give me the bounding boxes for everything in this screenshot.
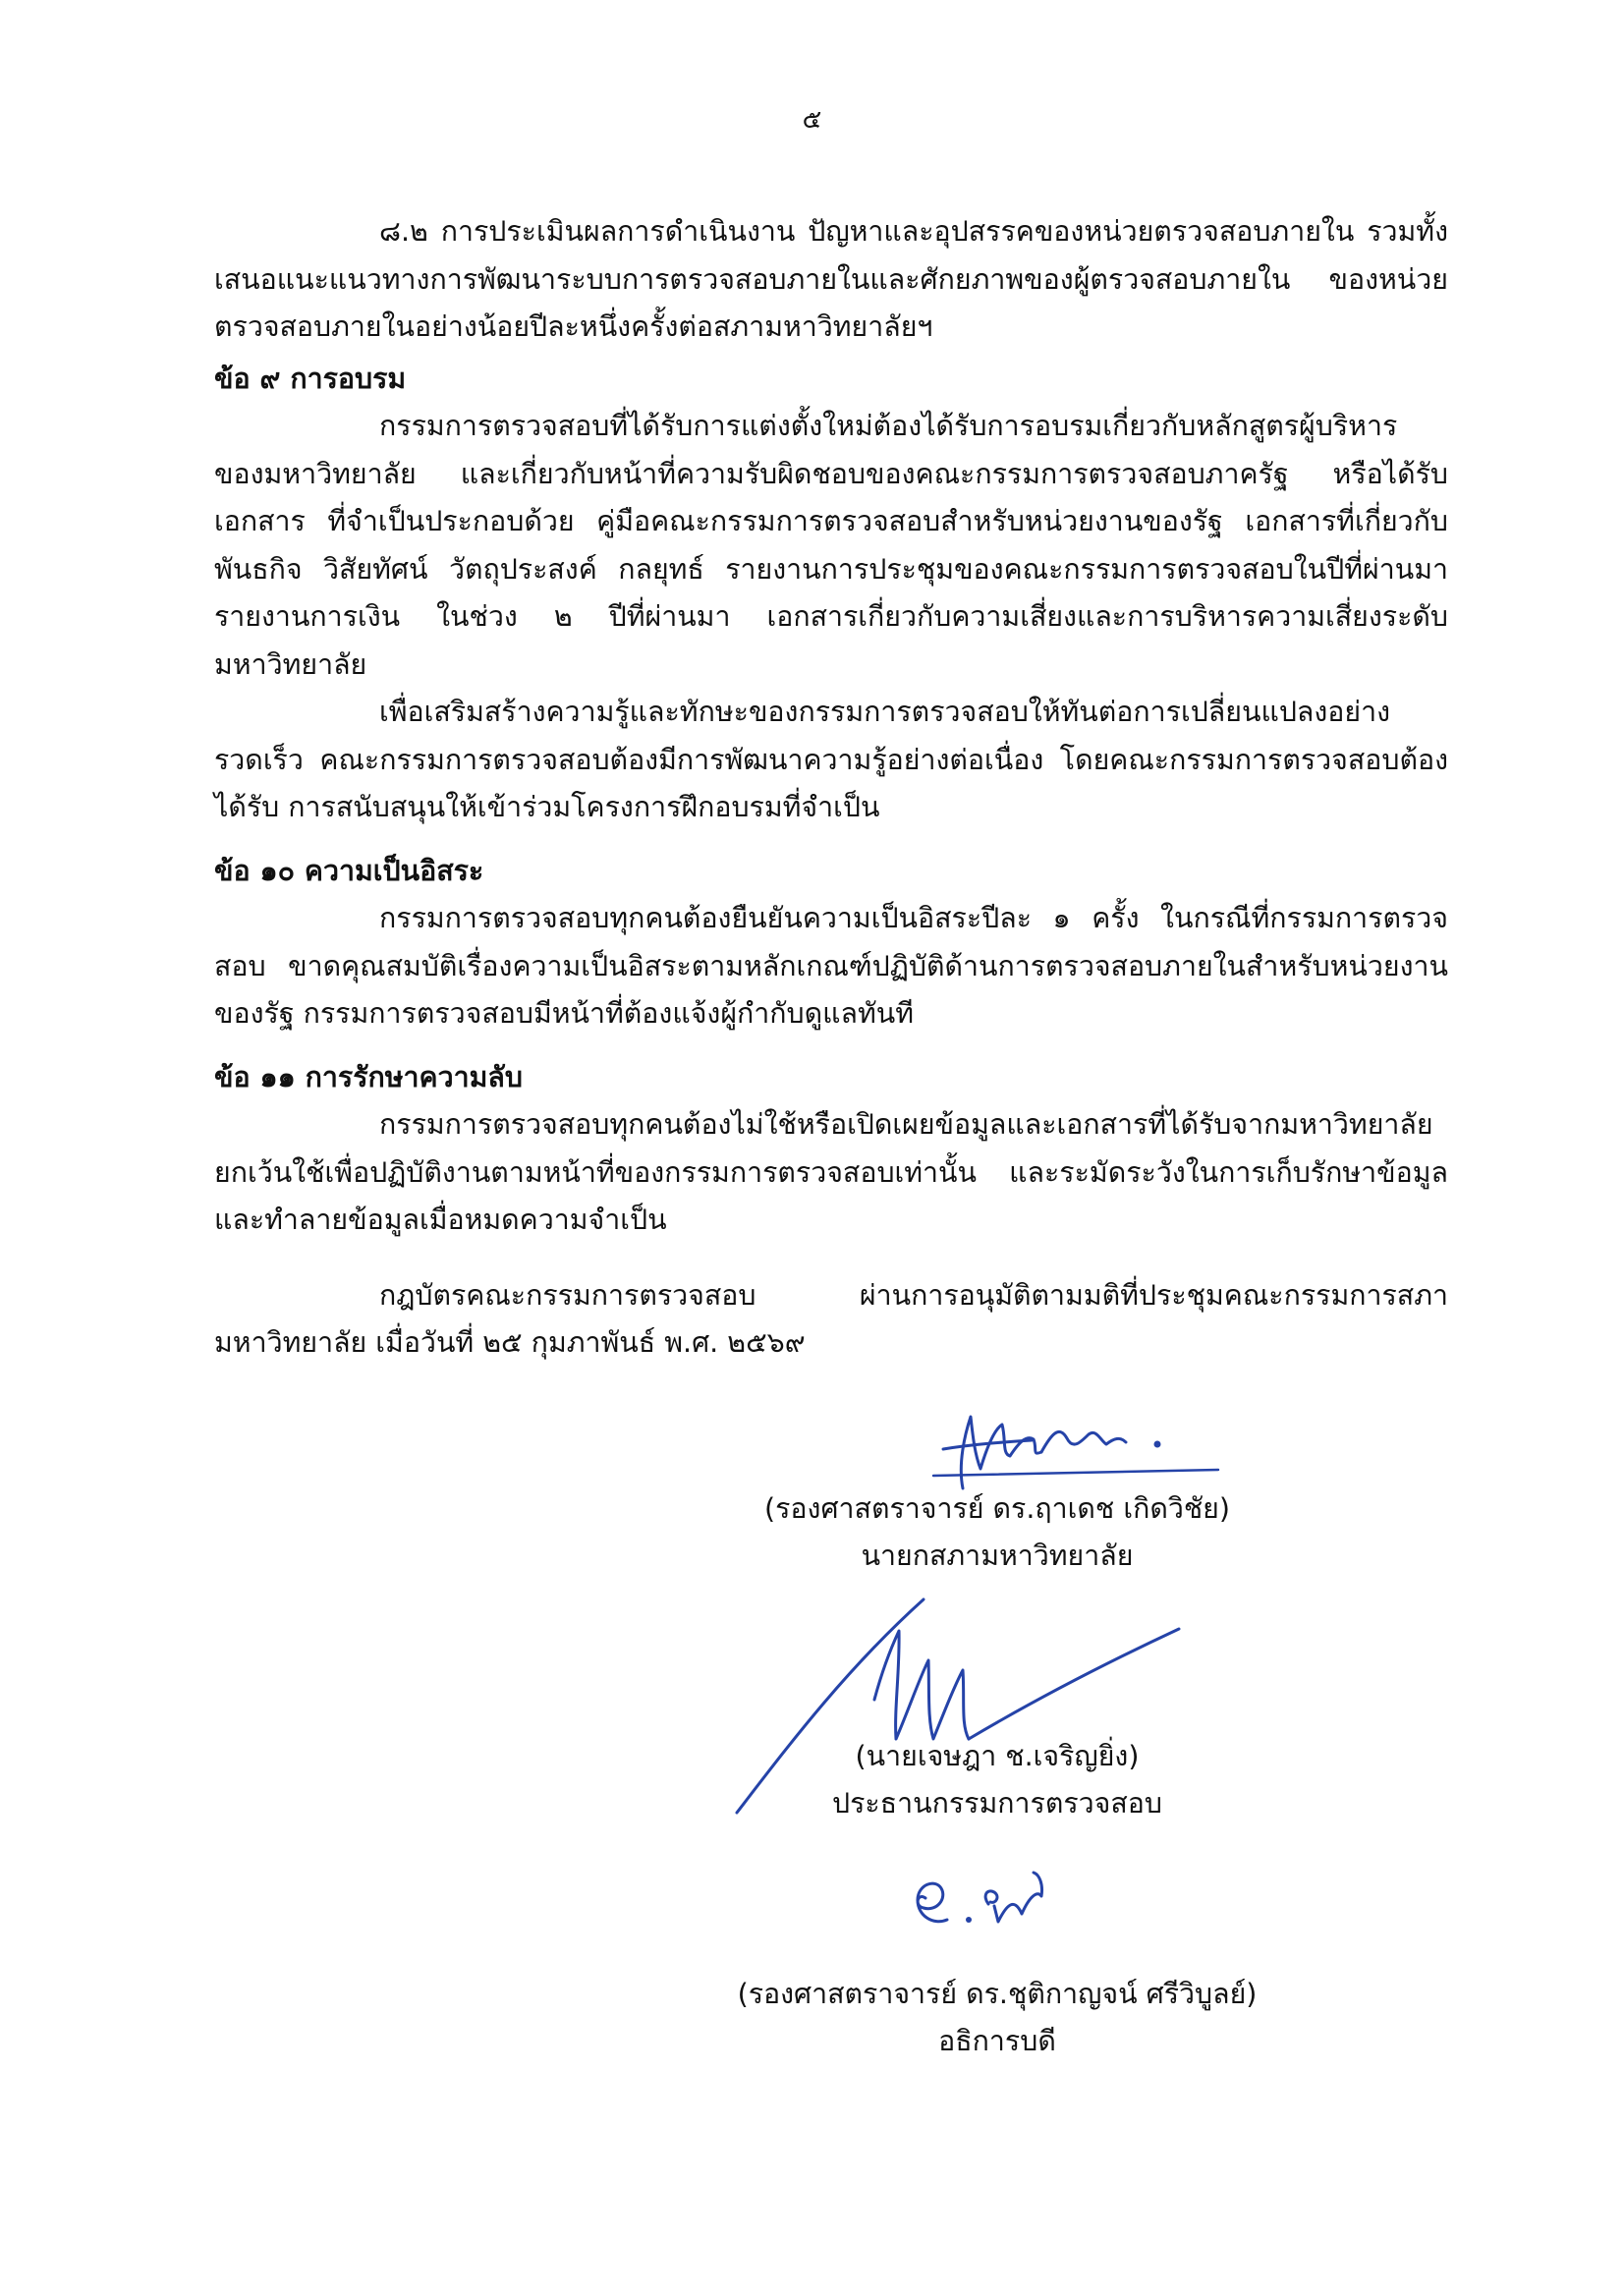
signatory-name: (รองศาสตราจารย์ ดร.ฤาเดช เกิดวิชัย) (764, 1492, 1230, 1525)
signatory-name: (นายเจษฎา ช.เจริญยิ่ง) (855, 1740, 1140, 1772)
approval-statement: กฎบัตรคณะกรรมการตรวจสอบ ผ่านการอนุมัติตามมติที่ประชุมคณะกรรมการสภามหาวิทยาลัย เมื่อวันที่ ๒๕ กุมภาพันธ์ พ.ศ. ๒๕๖๙ (214, 1278, 1448, 1359)
section-heading-11: ข้อ ๑๑ การรักษาความลับ (214, 1060, 523, 1093)
signature-block-president (688, 1971, 1307, 2065)
signatory-position: นายกสภามหาวิทยาลัย (861, 1540, 1134, 1572)
paragraph-11-confidentiality: กรรมการตรวจสอบทุกคนต้องไม่ใช้หรือเปิดเผยข้อมูลและเอกสารที่ได้รับจากมหาวิทยาลัย ยกเว้นใช้เพื่อปฏิบัติงานตามหน้าที่ของกรรมการตรวจสอบเท่านั้น และระมัดระวังในการเก็บรักษาข้อมูล และทำลายข้อมูลเมื่อหมดความจำเป็น (214, 1108, 1448, 1236)
signature-block-chairman (688, 1485, 1307, 1580)
signature-block-audit-chair (688, 1733, 1307, 1827)
signatory-position: ประธานกรรมการตรวจสอบ (832, 1787, 1162, 1820)
signature-image-president (904, 1857, 1081, 1945)
paragraph-9-development: เพื่อเสริมสร้างความรู้และทักษะของกรรมการตรวจสอบให้ทันต่อการเปลี่ยนแปลงอย่างรวดเร็ว คณะกรรมการตรวจสอบต้องมีการพัฒนาความรู้อย่างต่อเนื่อง โดยคณะกรรมการตรวจสอบต้องได้รับ การสนับสนุนให้เข้าร่วมโครงการฝึกอบรมที่จำเป็น (214, 696, 1448, 823)
paragraph-9-training: กรรมการตรวจสอบที่ได้รับการแต่งตั้งใหม่ต้องได้รับการอบรมเกี่ยวกับหลักสูตรผู้บริหาร ของมหาวิทยาลัย และเกี่ยวกับหน้าที่ความรับผิดชอบของคณะกรรมการตรวจสอบภาครัฐ หรือได้รับเอกสาร ที่จำเป็นประกอบด้วย คู่มือคณะกรรมการตรวจสอบสำหรับหน่วยงานของรัฐ เอกสารที่เกี่ยวกับพันธกิจ วิสัยทัศน์ วัตถุประสงค์ กลยุทธ์ รายงานการประชุมของคณะกรรมการตรวจสอบในปีที่ผ่านมา รายงานการเงิน ในช่วง ๒ ปีที่ผ่านมา เอกสารเกี่ยวกับความเสี่ยงและการบริหารความเสี่ยงระดับมหาวิทยาลัย (214, 410, 1448, 681)
page-number: ๕ (802, 105, 822, 135)
signatory-position: อธิการบดี (938, 2025, 1056, 2057)
signatory-name: (รองศาสตราจารย์ ดร.ชุติกาญจน์ ศรีวิบูลย์) (737, 1978, 1258, 2010)
document-body (214, 208, 1448, 1368)
section-heading-10: ข้อ ๑๐ ความเป็นอิสระ (214, 854, 484, 887)
paragraph-10-independence: กรรมการตรวจสอบทุกคนต้องยืนยันความเป็นอิสระปีละ ๑ ครั้ง ในกรณีที่กรรมการตรวจสอบ ขาดคุณสมบัติเรื่องความเป็นอิสระตามหลักเกณฑ์ปฏิบัติด้านการตรวจสอบภายในสำหรับหน่วยงานของรัฐ กรรมการตรวจสอบมีหน้าที่ต้องแจ้งผู้กำกับดูแลทันที (214, 902, 1448, 1030)
paragraph-8-2: ๘.๒ การประเมินผลการดำเนินงาน ปัญหาและอุปสรรคของหน่วยตรวจสอบภายใน รวมทั้ง เสนอแนะแนวทางการพัฒนาระบบการตรวจสอบภายในและศักยภาพของผู้ตรวจสอบภายใน ของหน่วยตรวจสอบภายในอย่างน้อยปีละหนึ่งครั้งต่อสภามหาวิทยาลัยฯ (214, 215, 1448, 343)
section-heading-9: ข้อ ๙ การอบรม (214, 362, 407, 395)
